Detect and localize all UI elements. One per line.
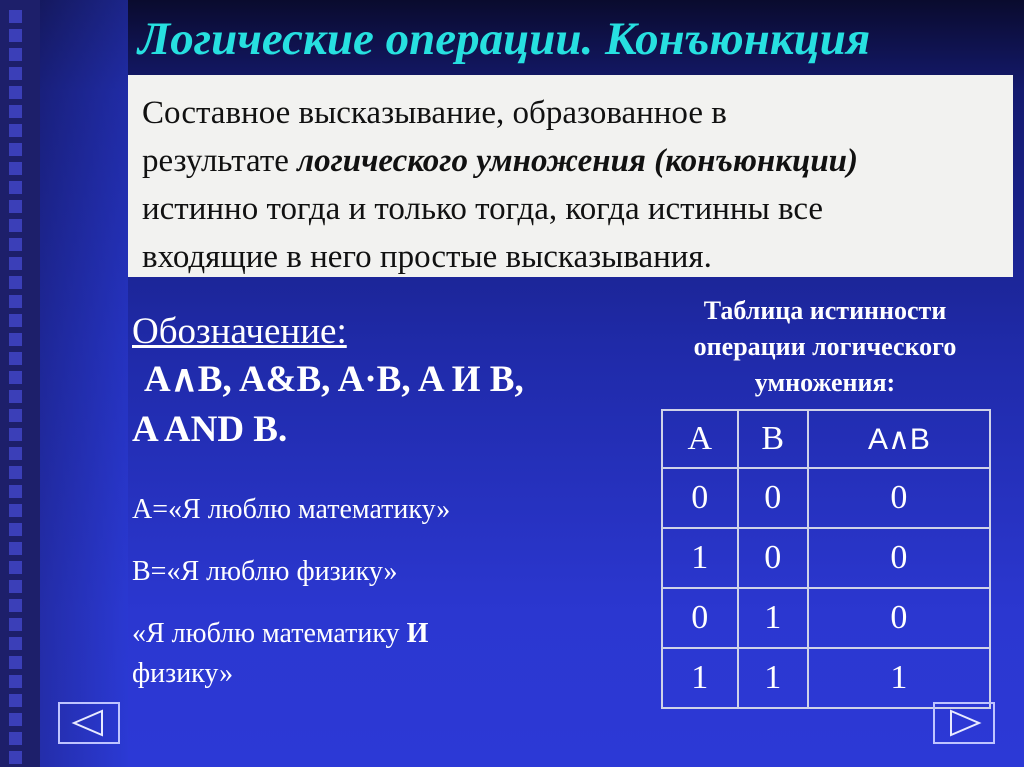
table-cell: 0 — [662, 588, 738, 648]
header-a: A — [662, 410, 738, 468]
decorative-square — [9, 219, 22, 232]
definition-line-4: входящие в него простые высказывания. — [142, 239, 712, 275]
table-row — [662, 468, 990, 528]
example-conjunction-pre: «Я люблю математику — [132, 618, 407, 649]
example-b: В=«Я люблю физику» — [132, 556, 398, 587]
decorative-square — [9, 751, 22, 764]
decorative-square — [9, 675, 22, 688]
notation-line-1: A∧B, A&B, A·B, A И B, — [144, 359, 524, 400]
decorative-square — [9, 656, 22, 669]
decorative-square — [9, 713, 22, 726]
decorative-square — [9, 124, 22, 137]
decorative-square — [9, 200, 22, 213]
decorative-square — [9, 162, 22, 175]
table-cell: 1 — [738, 648, 808, 708]
decorative-square — [9, 561, 22, 574]
table-cell: 0 — [808, 528, 990, 588]
decorative-square — [9, 276, 22, 289]
table-row — [662, 648, 990, 708]
decorative-square — [9, 447, 22, 460]
decorative-square — [9, 257, 22, 270]
truth-table-header-row — [662, 410, 990, 468]
next-slide-button[interactable] — [933, 702, 995, 744]
example-conjunction — [132, 614, 632, 694]
decorative-square — [9, 67, 22, 80]
prev-slide-button[interactable] — [58, 702, 120, 744]
caption-line-1: Таблица истинности — [703, 296, 947, 325]
table-cell: 1 — [662, 648, 738, 708]
decorative-square — [9, 466, 22, 479]
caption-line-3: умножения: — [754, 368, 896, 397]
table-cell: 0 — [738, 528, 808, 588]
decorative-square — [9, 542, 22, 555]
triangle-left-icon — [60, 704, 118, 742]
designation-label: Обозначение: — [132, 311, 347, 352]
decorative-square — [9, 390, 22, 403]
decorative-square — [9, 181, 22, 194]
decorative-square — [9, 409, 22, 422]
table-cell: 1 — [738, 588, 808, 648]
header-a-and-b: A∧B — [808, 410, 990, 468]
decorative-square — [9, 10, 22, 23]
notation-line-2: A AND B. — [132, 409, 288, 450]
table-cell: 0 — [808, 468, 990, 528]
decorative-square — [9, 314, 22, 327]
decorative-square — [9, 428, 22, 441]
decorative-square — [9, 523, 22, 536]
caption-line-2: операции логического — [693, 332, 957, 361]
decorative-square — [9, 352, 22, 365]
table-row — [662, 588, 990, 648]
example-a: А=«Я люблю математику» — [132, 494, 451, 525]
table-cell: 1 — [808, 648, 990, 708]
table-row — [662, 528, 990, 588]
decorative-square — [9, 143, 22, 156]
truth-table-caption — [640, 293, 1010, 401]
decorative-square — [9, 333, 22, 346]
decorative-square — [9, 105, 22, 118]
decorative-square — [9, 48, 22, 61]
definition-line-1: Составное высказывание, образованное в — [142, 95, 727, 131]
table-cell: 0 — [738, 468, 808, 528]
decorative-band — [40, 0, 128, 767]
truth-table — [661, 409, 991, 709]
decorative-square — [9, 637, 22, 650]
example-conjunction-keyword: И — [406, 618, 429, 649]
slide-title: Логические операции. Конъюнкция — [138, 13, 871, 65]
decorative-square — [9, 599, 22, 612]
decorative-square — [9, 504, 22, 517]
definition-line-2-text: результате — [142, 143, 298, 179]
example-conjunction-post: физику» — [132, 658, 234, 689]
decorative-strip — [0, 0, 40, 767]
decorative-square — [9, 618, 22, 631]
definition-term: логического умножения (конъюнкции) — [297, 143, 859, 179]
decorative-square — [9, 29, 22, 42]
decorative-square — [9, 86, 22, 99]
decorative-square — [9, 580, 22, 593]
decorative-square — [9, 371, 22, 384]
decorative-square — [9, 485, 22, 498]
triangle-right-icon — [935, 704, 993, 742]
table-cell: 0 — [662, 468, 738, 528]
definition-line-3: истинно тогда и только тогда, когда истинны все — [142, 191, 824, 227]
designation-block — [132, 309, 632, 455]
definition-line-2 — [142, 137, 1001, 185]
header-b: B — [738, 410, 808, 468]
decorative-square — [9, 732, 22, 745]
decorative-square — [9, 694, 22, 707]
table-cell: 0 — [808, 588, 990, 648]
definition-box — [128, 75, 1013, 277]
table-cell: 1 — [662, 528, 738, 588]
decorative-square — [9, 238, 22, 251]
decorative-square — [9, 295, 22, 308]
